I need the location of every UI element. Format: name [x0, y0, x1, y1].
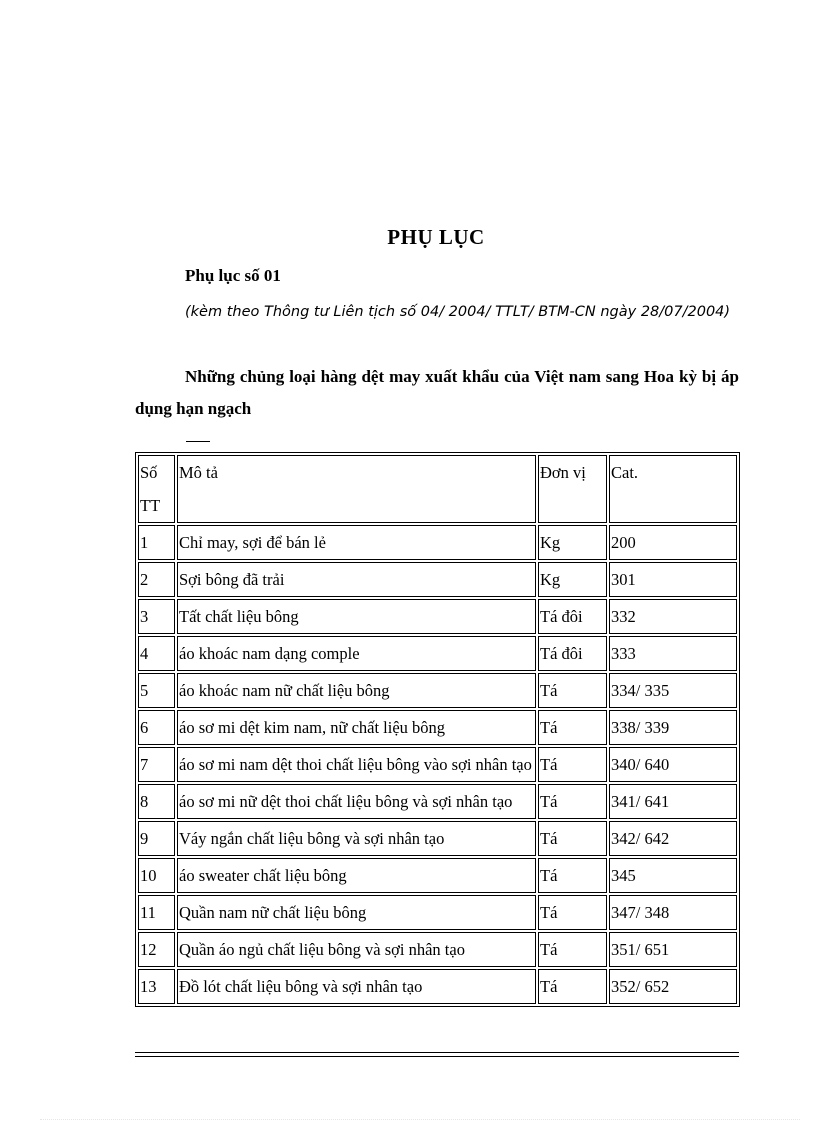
cell-no: 12: [138, 932, 175, 967]
cell-desc: áo khoác nam dạng comple: [177, 636, 536, 671]
cell-cat: 345: [609, 858, 737, 893]
appendix-number: Phụ lục số 01: [185, 266, 281, 285]
cell-cat: 347/ 348: [609, 895, 737, 930]
cell-cat: 301: [609, 562, 737, 597]
table-row: [138, 747, 737, 782]
cell-cat: 332: [609, 599, 737, 634]
cell-unit: Tá đôi: [538, 636, 607, 671]
cell-no: 11: [138, 895, 175, 930]
cell-no: 3: [138, 599, 175, 634]
cell-unit: Kg: [538, 525, 607, 560]
cell-cat: 200: [609, 525, 737, 560]
cell-unit: Tá: [538, 673, 607, 708]
table-row: [138, 636, 737, 671]
footer-divider: [135, 1052, 739, 1057]
cell-desc: Váy ngắn chất liệu bông và sợi nhân tạo: [177, 821, 536, 856]
cell-cat: 333: [609, 636, 737, 671]
quota-table: [135, 452, 740, 1007]
page-edge: [40, 1119, 800, 1120]
cell-no: 5: [138, 673, 175, 708]
legal-reference-note: (kèm theo Thông tư Liên tịch số 04/ 2004/ TTLT/ BTM-CN ngày 28/07/2004): [185, 304, 731, 320]
cell-desc: áo sweater chất liệu bông: [177, 858, 536, 893]
table-row: [138, 895, 737, 930]
cell-unit: Tá: [538, 821, 607, 856]
cell-cat: 334/ 335: [609, 673, 737, 708]
cell-desc: Sợi bông đã trải: [177, 562, 536, 597]
cell-unit: Tá: [538, 784, 607, 819]
header-desc: Mô tả: [177, 455, 536, 523]
cell-no: 7: [138, 747, 175, 782]
cell-desc: Đồ lót chất liệu bông và sợi nhân tạo: [177, 969, 536, 1004]
cell-desc: áo khoác nam nữ chất liệu bông: [177, 673, 536, 708]
cell-no: 4: [138, 636, 175, 671]
cell-desc: áo sơ mi nam dệt thoi chất liệu bông vào sợi nhân tạo: [177, 747, 536, 782]
page-title: PHỤ LỤC: [387, 225, 485, 249]
table-row: [138, 784, 737, 819]
cell-unit: Tá: [538, 858, 607, 893]
cell-no: 1: [138, 525, 175, 560]
cell-no: 9: [138, 821, 175, 856]
cell-unit: Tá đôi: [538, 599, 607, 634]
cell-cat: 341/ 641: [609, 784, 737, 819]
cell-cat: 338/ 339: [609, 710, 737, 745]
cell-no: 10: [138, 858, 175, 893]
header-cat: Cat.: [609, 455, 737, 523]
table-row: [138, 562, 737, 597]
cell-desc: Quần nam nữ chất liệu bông: [177, 895, 536, 930]
cell-desc: áo sơ mi nữ dệt thoi chất liệu bông và sợi nhân tạo: [177, 784, 536, 819]
cell-desc: Tất chất liệu bông: [177, 599, 536, 634]
section-heading: Những chủng loại hàng dệt may xuất khẩu của Việt nam sang Hoa kỳ bị áp dụng hạn ngạch: [135, 367, 739, 418]
table-row: [138, 599, 737, 634]
table-row: [138, 821, 737, 856]
cell-unit: Tá: [538, 969, 607, 1004]
table-row: [138, 969, 737, 1004]
short-divider: [186, 441, 210, 442]
cell-unit: Tá: [538, 932, 607, 967]
cell-unit: Tá: [538, 895, 607, 930]
table-header-row: [138, 455, 737, 523]
table-row: [138, 710, 737, 745]
cell-no: 6: [138, 710, 175, 745]
table-row: [138, 858, 737, 893]
cell-cat: 351/ 651: [609, 932, 737, 967]
header-unit: Đơn vị: [538, 455, 607, 523]
cell-desc: Quần áo ngủ chất liệu bông và sợi nhân tạo: [177, 932, 536, 967]
table-row: [138, 673, 737, 708]
header-no: Số TT: [138, 455, 175, 523]
cell-unit: Kg: [538, 562, 607, 597]
table-row: [138, 932, 737, 967]
cell-unit: Tá: [538, 747, 607, 782]
cell-cat: 352/ 652: [609, 969, 737, 1004]
cell-desc: Chỉ may, sợi để bán lẻ: [177, 525, 536, 560]
cell-no: 13: [138, 969, 175, 1004]
cell-unit: Tá: [538, 710, 607, 745]
cell-no: 8: [138, 784, 175, 819]
cell-no: 2: [138, 562, 175, 597]
cell-cat: 342/ 642: [609, 821, 737, 856]
cell-cat: 340/ 640: [609, 747, 737, 782]
table-row: [138, 525, 737, 560]
cell-desc: áo sơ mi dệt kim nam, nữ chất liệu bông: [177, 710, 536, 745]
